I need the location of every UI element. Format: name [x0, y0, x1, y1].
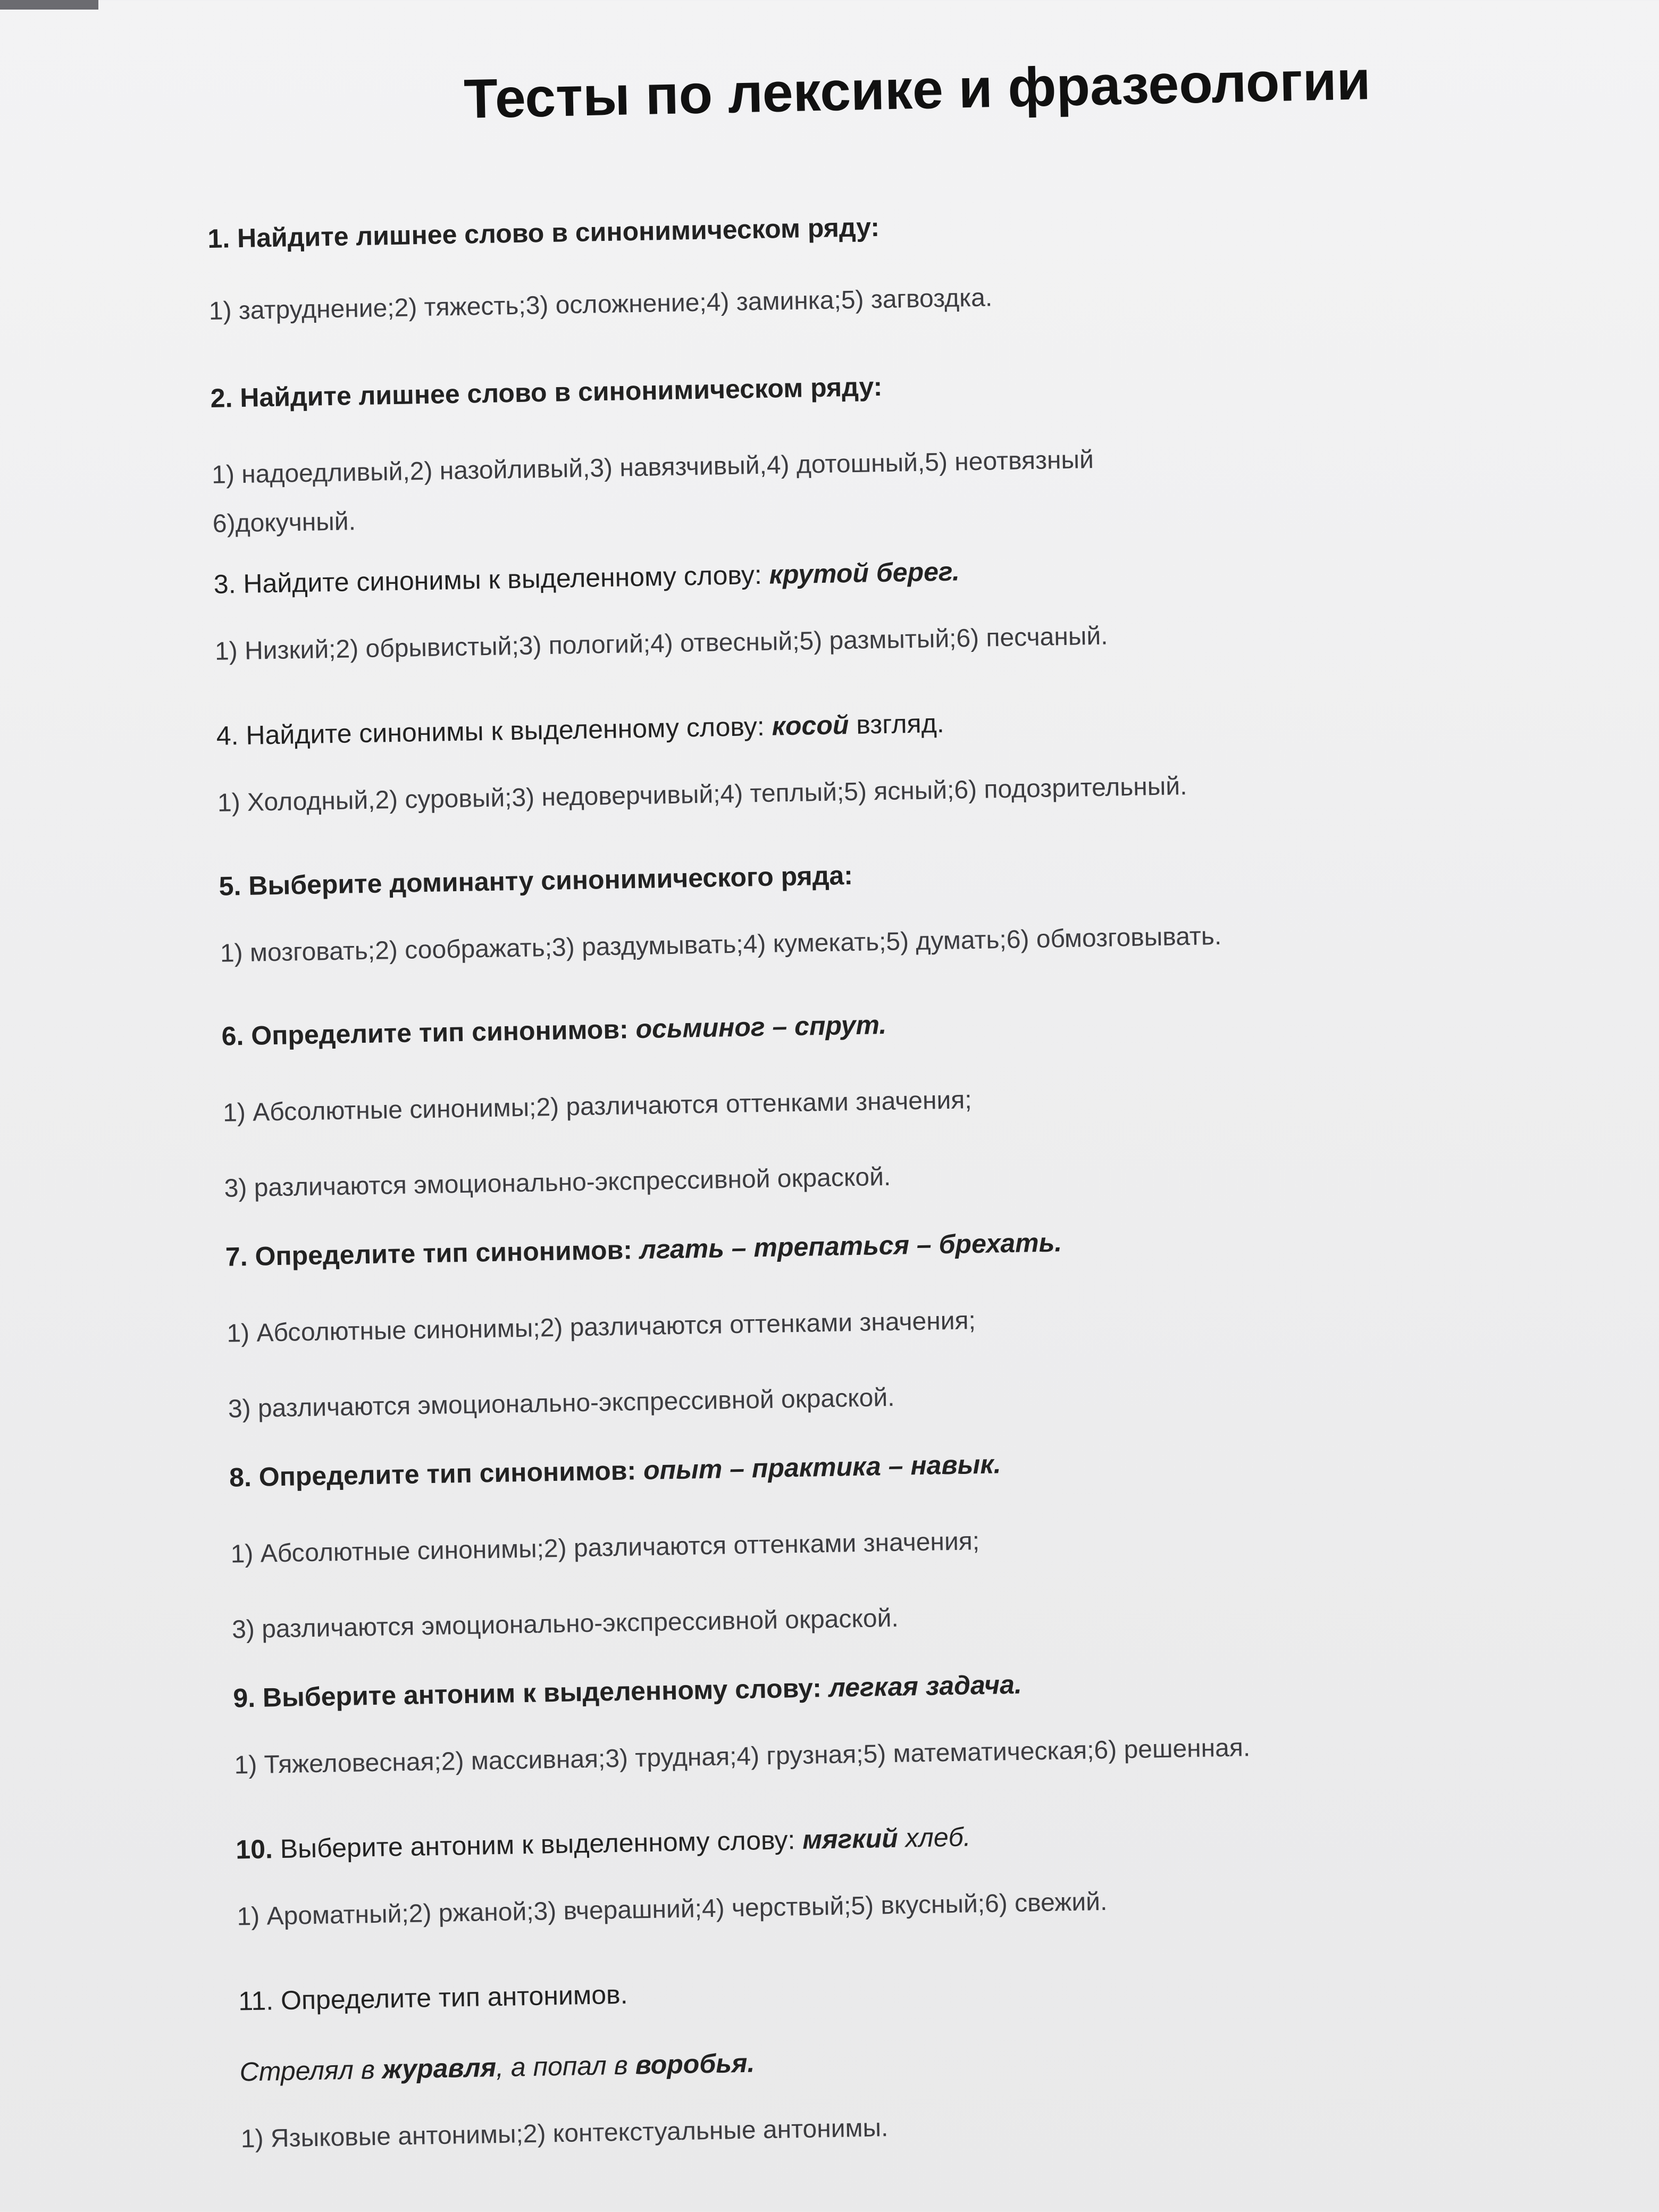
question-9-text: 9. Выберите антоним к выделенному слову: легкая задача. — [232, 1669, 1023, 1713]
question-6-highlight: осьминог – спрут. — [635, 1009, 887, 1044]
question-7-text: 7. Определите тип синонимов: лгать – трепаться – брехать. — [225, 1227, 1062, 1272]
question-1 — [207, 201, 1496, 337]
question-2-answers-line-1: 1) надоедливый,2) назойливый,3) навязчивый,4) дотошный,5) неотвязный — [211, 445, 1094, 489]
question-6-text: 6. Определите тип синонимов: осьминог – спрут. — [221, 1009, 887, 1051]
question-5-answers: 1) мозговать;2) соображать;3) раздумывать;4) кумекать;5) думать;6) обмозговывать. — [220, 921, 1222, 968]
question-7 — [225, 1219, 1515, 1447]
question-11-text: 11. Определите тип антонимов. — [238, 1979, 628, 2016]
question-4 — [216, 698, 1504, 829]
page-title: Тесты по лексике и фразеологии — [463, 49, 1371, 130]
question-8-answers — [230, 1494, 1519, 1668]
question-2 — [210, 361, 1499, 549]
question-5-text: 5. Выберите доминанту синонимического ряда: — [219, 860, 853, 901]
question-4-highlight: косой — [772, 710, 849, 741]
question-10-highlight: мягкий — [802, 1823, 899, 1855]
question-7-answers — [226, 1273, 1515, 1447]
question-2-text: 2. Найдите лишнее слово в синонимическом ряду: — [210, 371, 883, 413]
question-3-answers: 1) Низкий;2) обрывистый;3) пологий;4) отвесный;5) размытый;6) песчаный. — [214, 622, 1108, 666]
question-2-answers-line-2: 6)докучный. — [212, 507, 356, 538]
corner-mark — [0, 0, 98, 10]
question-8-answers-line-1: 1) Абсолютные синонимы;2) различаются оттенками значения; — [230, 1527, 980, 1569]
question-6-answers-line-1: 1) Абсолютные синонимы;2) различаются оттенками значения; — [222, 1086, 973, 1127]
question-1-answers: 1) затруднение;2) тяжесть;3) осложнение;4) заминка;5) загвоздка. — [208, 283, 993, 325]
question-7-highlight: лгать – трепаться – брехать. — [639, 1227, 1062, 1265]
question-2-answers — [211, 429, 1499, 549]
question-7-answers-line-2: 3) различаются эмоционально-экспрессивной окраской. — [228, 1383, 895, 1423]
question-10-answers: 1) Ароматный;2) ржаной;3) вчерашний;4) черствый;5) вкусный;6) свежий. — [237, 1887, 1108, 1931]
question-11 — [238, 1963, 1528, 2165]
question-4-text: 4. Найдите синонимы к выделенному слову: косой взгляд. — [216, 708, 945, 751]
question-9 — [233, 1660, 1521, 1791]
question-6 — [221, 999, 1511, 1227]
question-10 — [236, 1812, 1524, 1942]
question-3-text: 3. Найдите синонимы к выделенному слову: крутой берег. — [213, 556, 960, 599]
question-8-highlight: опыт – практика – навык. — [643, 1449, 1002, 1486]
question-6-answers-line-2: 3) различаются эмоционально-экспрессивной окраской. — [224, 1162, 891, 1203]
question-9-highlight: легкая задача. — [828, 1669, 1023, 1703]
question-8 — [229, 1439, 1519, 1668]
test-content — [207, 201, 1494, 2154]
question-10-text: 10. Выберите антоним к выделенному слову: мягкий хлеб. — [235, 1822, 971, 1865]
question-4-answers: 1) Холодный,2) суровый;3) недоверчивый;4) теплый;5) ясный;6) подозрительный. — [217, 772, 1187, 817]
question-7-answers-line-1: 1) Абсолютные синонимы;2) различаются оттенками значения; — [226, 1306, 976, 1348]
question-3 — [213, 547, 1502, 677]
question-6-answers — [222, 1053, 1512, 1227]
question-11-answers: 1) Языковые антонимы;2) контекстуальные антонимы. — [240, 2114, 889, 2154]
question-1-text: 1. Найдите лишнее слово в синонимическом ряду: — [207, 212, 880, 254]
question-3-highlight: крутой берег. — [769, 556, 960, 590]
question-11-phrase: Стрелял в журавля, а попал в воробья. — [239, 2048, 755, 2087]
question-8-answers-line-2: 3) различаются эмоционально-экспрессивной окраской. — [231, 1604, 899, 1644]
question-9-answers: 1) Тяжеловесная;2) массивная;3) трудная;4) грузная;5) математическая;6) решенная. — [234, 1733, 1251, 1780]
question-8-text: 8. Определите тип синонимов: опыт – практика – навык. — [229, 1449, 1002, 1493]
question-5 — [219, 849, 1507, 979]
